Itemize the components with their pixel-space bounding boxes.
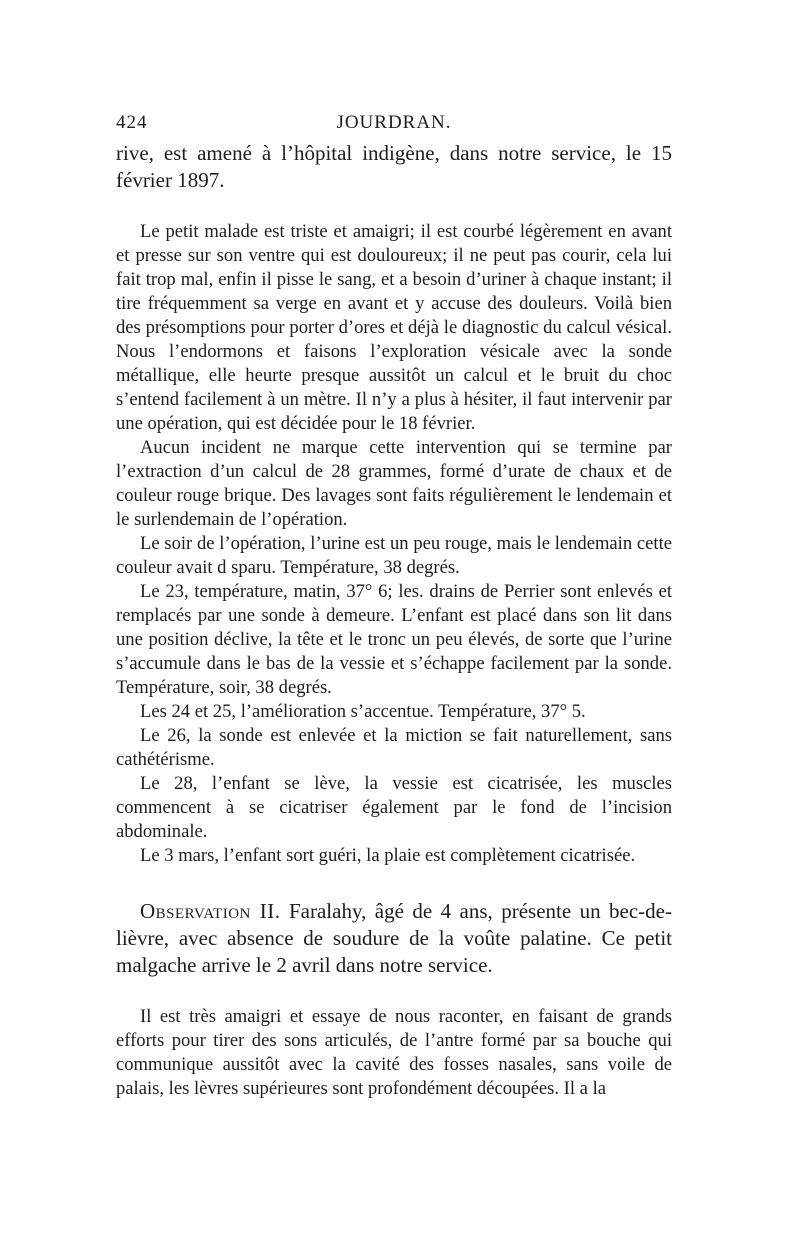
observation-label: Observation II. xyxy=(140,899,281,923)
continuation xyxy=(116,1005,672,1101)
book-page xyxy=(116,112,672,1101)
spacer xyxy=(116,979,672,1005)
observation-text: Faralahy, âgé de 4 ans, présente un bec-de-lièvre, avec absence de soudure de la voûte palatine. Ce petit malgache arrive le 2 avril dans notre service. xyxy=(116,899,672,977)
spacer xyxy=(116,868,672,898)
paragraph: Le 3 mars, l’enfant sort guéri, la plaie est complètement cicatrisée. xyxy=(140,845,636,866)
paragraph: Les 24 et 25, l’amélioration s’accentue. Température, 37° 5. xyxy=(140,701,586,722)
page-number: 424 xyxy=(116,112,148,133)
running-title: JOURDRAN. xyxy=(336,112,452,133)
paragraph: Aucun incident ne marque cette intervention qui se termine par l’extraction d’un calcul de 28 grammes, formé d’urate de chaux et de couleur rouge brique. Des lavages sont faits régulièrement le lendemain et le surlendemain de l’opération. xyxy=(116,437,672,530)
paragraph: Le 23, température, matin, 37° 6; les. drains de Perrier sont enlevés et remplacés par une sonde à demeure. L’enfant est placé dans son lit dans une position déclive, la tête et le tronc un peu élevés, de sorte que l’urine s’accumule dans le bas de la vessie et s’échappe facilement par la sonde. Température, soir, 38 degrés. xyxy=(116,581,672,698)
paragraph: Le soir de l’opération, l’urine est un peu rouge, mais le lendemain cette couleur avait d sparu. Température, 38 degrés. xyxy=(116,533,672,578)
paragraph: Il est très amaigri et essaye de nous raconter, en faisant de grands efforts pour tirer des sons articulés, de l’antre formé par sa bouche qui communique aussitôt avec la cavité des fosses nasales, sans voile de palais, les lèvres supérieures sont profondément découpées. Il a la xyxy=(116,1006,672,1099)
running-head xyxy=(116,112,672,140)
spacer xyxy=(116,194,672,220)
paragraph: Le 28, l’enfant se lève, la vessie est cicatrisée, les muscles commencent à se cicatriser également par le fond de l’incision abdominale. xyxy=(116,773,672,842)
paragraph: Le petit malade est triste et amaigri; il est courbé légèrement en avant et presse sur son ventre qui est douloureux; il ne peut pas courir, cela lui fait trop mal, enfin il pisse le sang, et a besoin d’uriner à chaque instant; il tire fréquemment sa verge en avant et y accuse des douleurs. Voilà bien des présomptions pour porter d’ores et déjà le diagnostic du calcul vésical. Nous l’endormons et faisons l’exploration vésicale avec la sonde métallique, elle heurte presque aussitôt un calcul et le bruit du choc s’entend facilement à un mètre. Il n’y a plus à hésiter, il faut intervenir par une opération, qui est décidée pour le 18 février. xyxy=(116,221,672,434)
case-narrative xyxy=(116,220,672,868)
observation-paragraph xyxy=(116,898,672,979)
lead-paragraph: rive, est amené à l’hôpital indigène, dans notre service, le 15 février 1897. xyxy=(116,141,672,192)
paragraph: Le 26, la sonde est enlevée et la miction se fait naturellement, sans cathétérisme. xyxy=(116,725,672,770)
